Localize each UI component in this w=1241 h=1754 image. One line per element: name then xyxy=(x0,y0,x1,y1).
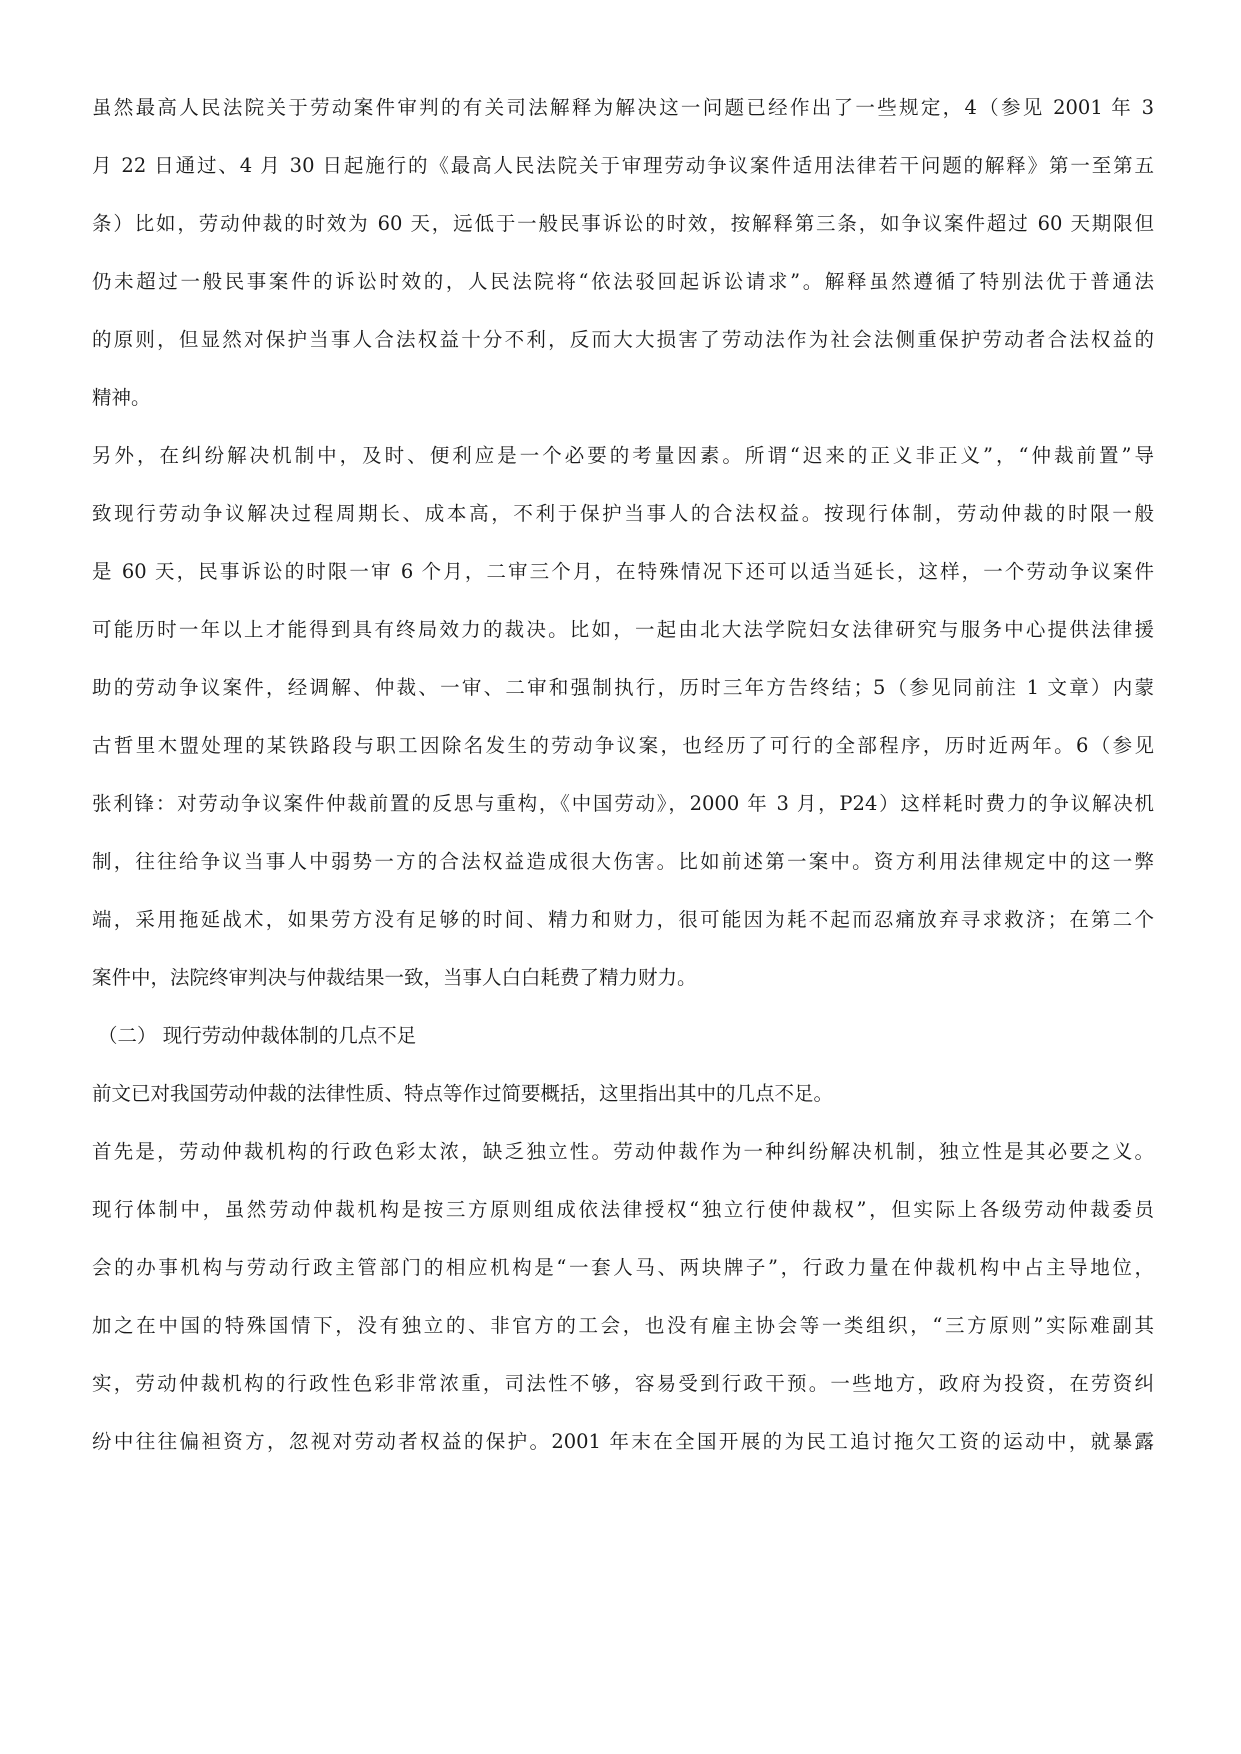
body-text-line: 是 60 天，民事诉讼的时限一审 6 个月，二审三个月，在特殊情况下还可以适当延长，这样，一个劳动争议案件 xyxy=(92,560,1154,583)
body-text-line: 加之在中国的特殊国情下，没有独立的、非官方的工会，也没有雇主协会等一类组织，“三方原则”实际难副其 xyxy=(92,1314,1154,1337)
body-text-line: 精神。 xyxy=(92,386,151,409)
body-text-line: 古哲里木盟处理的某铁路段与职工因除名发生的劳动争议案，也经历了可行的全部程序，历时近两年。6（参见 xyxy=(92,734,1154,757)
body-text-line: 的原则，但显然对保护当事人合法权益十分不利，反而大大损害了劳动法作为社会法侧重保护劳动者合法权益的 xyxy=(92,328,1154,351)
body-text-line: 月 22 日通过、4 月 30 日起施行的《最高人民法院关于审理劳动争议案件适用法律若干问题的解释》第一至第五 xyxy=(92,154,1154,177)
body-text-line: 致现行劳动争议解决过程周期长、成本高，不利于保护当事人的合法权益。按现行体制，劳动仲裁的时限一般 xyxy=(92,502,1154,525)
body-text-line: 会的办事机构与劳动行政主管部门的相应机构是“一套人马、两块牌子”，行政力量在仲裁机构中占主导地位， xyxy=(92,1256,1154,1279)
body-text-line: 端，采用拖延战术，如果劳方没有足够的时间、精力和财力，很可能因为耗不起而忍痛放弃寻求救济；在第二个 xyxy=(92,908,1154,931)
body-text-line: 仍未超过一般民事案件的诉讼时效的，人民法院将“依法驳回起诉讼请求”。解释虽然遵循了特别法优于普通法 xyxy=(92,270,1154,293)
body-text-line: 可能历时一年以上才能得到具有终局效力的裁决。比如，一起由北大法学院妇女法律研究与服务中心提供法律援 xyxy=(92,618,1154,641)
body-text-line: 前文已对我国劳动仲裁的法律性质、特点等作过简要概括，这里指出其中的几点不足。 xyxy=(92,1082,834,1105)
body-text-line: 助的劳动争议案件，经调解、仲裁、一审、二审和强制执行，历时三年方告终结；5（参见同前注 1 文章）内蒙 xyxy=(92,676,1154,699)
body-text-line: 案件中，法院终审判决与仲裁结果一致，当事人白白耗费了精力财力。 xyxy=(92,966,697,989)
body-text-line: 制，往往给争议当事人中弱势一方的合法权益造成很大伤害。比如前述第一案中。资方利用法律规定中的这一弊 xyxy=(92,850,1154,873)
body-text-line: 纷中往往偏袒资方，忽视对劳动者权益的保护。2001 年末在全国开展的为民工追讨拖欠工资的运动中，就暴露 xyxy=(92,1430,1154,1453)
body-text-line: 另外，在纠纷解决机制中，及时、便利应是一个必要的考量因素。所谓“迟来的正义非正义”，“仲裁前置”导 xyxy=(92,444,1154,467)
body-text-line: 虽然最高人民法院关于劳动案件审判的有关司法解释为解决这一问题已经作出了一些规定，4（参见 2001 年 3 xyxy=(92,96,1154,119)
body-text-line: 现行体制中，虽然劳动仲裁机构是按三方原则组成依法律授权“独立行使仲裁权”，但实际上各级劳动仲裁委员 xyxy=(92,1198,1154,1221)
body-text-line: 首先是，劳动仲裁机构的行政色彩太浓，缺乏独立性。劳动仲裁作为一种纠纷解决机制，独立性是其必要之义。 xyxy=(92,1140,1154,1163)
section-heading: （二） 现行劳动仲裁体制的几点不足 xyxy=(98,1024,417,1047)
body-text-line: 条）比如，劳动仲裁的时效为 60 天，远低于一般民事诉讼的时效，按解释第三条，如争议案件超过 60 天期限但 xyxy=(92,212,1154,235)
body-text-line: 张利锋：对劳动争议案件仲裁前置的反思与重构，《中国劳动》，2000 年 3 月，P24）这样耗时费力的争议解决机 xyxy=(92,792,1154,815)
body-text-line: 实，劳动仲裁机构的行政性色彩非常浓重，司法性不够，容易受到行政干预。一些地方，政府为投资，在劳资纠 xyxy=(92,1372,1154,1395)
